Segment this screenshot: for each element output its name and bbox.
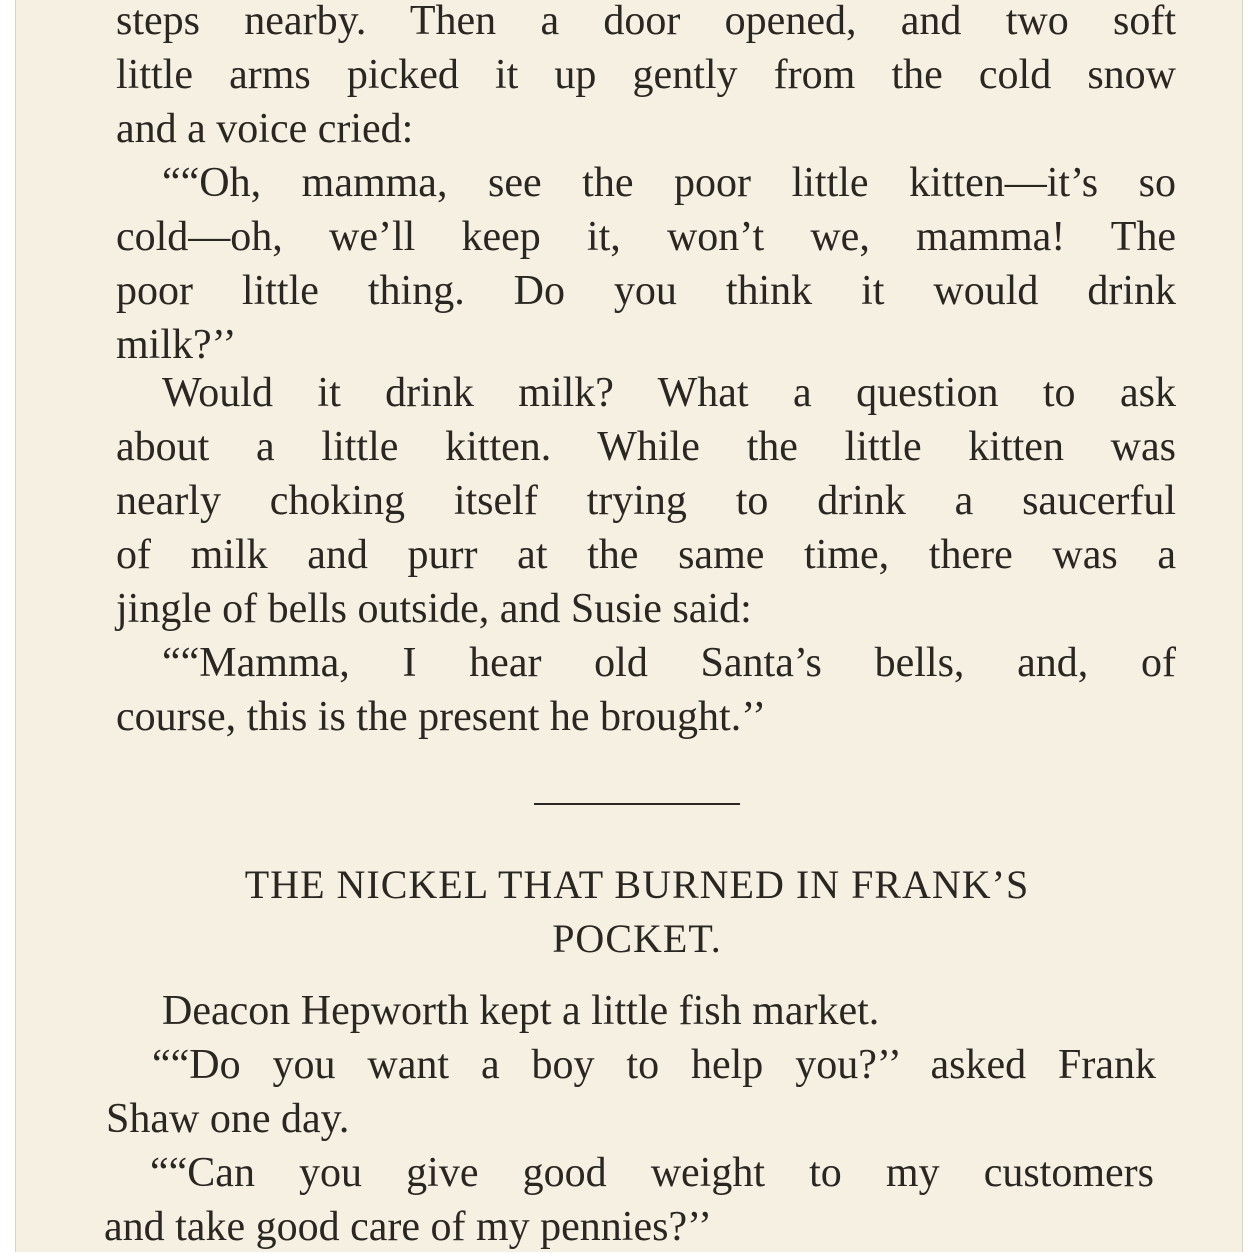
text-line: ““Mamma, I hear old Santa’s bells, and, of: [162, 640, 1176, 686]
book-page: [16, 0, 1242, 1252]
story-1-paragraph-1: [116, 0, 1176, 156]
story-1-paragraph-2: [116, 156, 1176, 372]
story-2-title: [106, 858, 1168, 966]
text-line: milk?’’: [116, 322, 237, 368]
text-line: Deacon Hepworth kept a little fish market.: [162, 988, 880, 1034]
text-line: cold—oh, we’ll keep it, won’t we, mamma! The: [116, 214, 1176, 260]
title-line: THE NICKEL THAT BURNED IN FRANK’S: [244, 862, 1030, 907]
text-line: poor little thing. Do you think it would drink: [116, 268, 1176, 314]
text-line: steps nearby. Then a door opened, and two soft: [116, 0, 1176, 44]
story-2-paragraph-2: [106, 1038, 1156, 1146]
story-1-paragraph-4: [116, 636, 1176, 744]
story-1-paragraph-3: [116, 366, 1176, 636]
text-line: and take good care of my pennies?’’: [104, 1204, 712, 1250]
text-line: course, this is the present he brought.’’: [116, 694, 767, 740]
text-line: ““Oh, mamma, see the poor little kitten—it’s so: [162, 160, 1176, 206]
story-2-paragraph-1: [116, 984, 1176, 1038]
text-line: ““Can you give good weight to my customers: [150, 1150, 1154, 1196]
text-line: about a little kitten. While the little kitten was: [116, 424, 1176, 470]
text-line: jingle of bells outside, and Susie said:: [116, 586, 752, 632]
story-2-paragraph-3: [104, 1146, 1154, 1252]
text-line: and a voice cried:: [116, 106, 414, 152]
text-line: Shaw one day.: [106, 1096, 350, 1142]
text-line: Would it drink milk? What a question to ask: [162, 370, 1176, 416]
text-line: ““Do you want a boy to help you?’’ asked Frank: [152, 1042, 1156, 1088]
section-divider: [534, 803, 740, 805]
text-line: of milk and purr at the same time, there was a: [116, 532, 1176, 578]
text-line: nearly choking itself trying to drink a saucerful: [116, 478, 1176, 524]
text-line: little arms picked it up gently from the cold snow: [116, 52, 1176, 98]
title-line: POCKET.: [552, 916, 722, 961]
